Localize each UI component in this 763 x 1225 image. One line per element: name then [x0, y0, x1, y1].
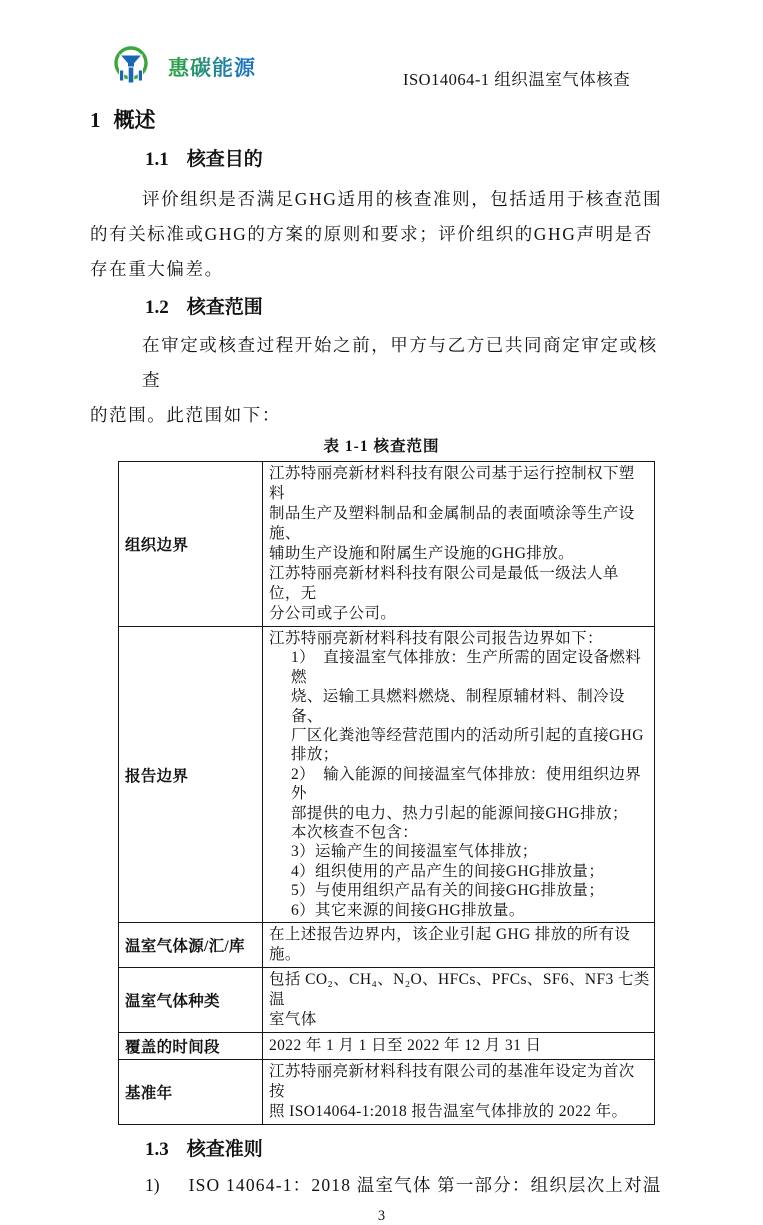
row-content: [263, 968, 655, 1033]
heading-criteria: [145, 1134, 763, 1161]
row-label: 组织边界: [119, 462, 263, 627]
heading-criteria-number: 1.3: [145, 1139, 169, 1161]
table-row-base-year: [119, 1060, 655, 1125]
table-row-ghg-sources-sinks: [119, 923, 655, 968]
row-content: [263, 923, 655, 968]
row-content: [263, 627, 655, 923]
heading-purpose-number: 1.1: [145, 149, 169, 170]
cell-line: 2022 年 1 月 1 日至 2022 年 12 月 31 日: [269, 1037, 542, 1055]
cell-line: 制品生产及塑料制品和金属制品的表面喷涂等生产设施、: [269, 505, 635, 542]
cell-line: 厂区化粪池等经营范围内的活动所引起的直接GHG: [291, 727, 644, 745]
cell-line: 烧、运输工具燃料燃烧、制程原辅材料、制冷设备、: [291, 688, 625, 725]
cell-line: 1） 直接温室气体排放：生产所需的固定设备燃料燃: [291, 649, 642, 686]
criteria-item-text: ISO 14064-1：2018 温室气体 第一部分：组织层次上对温: [188, 1175, 662, 1196]
cell-line: 部提供的电力、热力引起的能源间接GHG排放；: [291, 804, 628, 822]
cell-line: 5）与使用组织产品有关的间接GHG排放量；: [291, 882, 605, 900]
table-row-ghg-types: [119, 968, 655, 1033]
criteria-list-item: [145, 1172, 763, 1197]
heading-scope-number: 1.2: [145, 297, 169, 318]
cell-line: 江苏特丽亮新材料科技有限公司基于运行控制权下塑料: [269, 465, 635, 502]
document-type-label: ISO14064-1 组织温室气体核查: [403, 70, 631, 89]
row-content: [263, 1033, 655, 1060]
criteria-item-number: 1): [145, 1175, 160, 1196]
cell-line: 室气体: [269, 1011, 317, 1029]
heading-purpose-title: 核查目的: [186, 149, 263, 170]
paragraph-line: 在审定或核查过程开始之前，甲方与乙方已共同商定审定或核查: [142, 335, 658, 390]
cell-line: 2） 输入能源的间接温室气体排放：使用组织边界外: [291, 765, 642, 803]
paragraph-line: 存在重大偏差。: [90, 259, 224, 279]
heading-criteria-title: 核查准则: [186, 1139, 263, 1161]
company-logo: [108, 43, 256, 91]
heading-overview-title: 概述: [113, 108, 156, 132]
table-row-time-period: [119, 1033, 655, 1060]
purpose-paragraph: [90, 182, 665, 287]
heading-overview-number: 1: [90, 108, 101, 132]
scope-table: [118, 461, 655, 1125]
row-label: 覆盖的时间段: [119, 1033, 263, 1060]
paragraph-line: 评价组织是否满足GHG适用的核查准则，包括适用于核查范围: [142, 189, 663, 209]
cell-line: 分公司或子公司。: [269, 605, 397, 622]
page-number: 3: [377, 1208, 386, 1225]
cell-line: 在上述报告边界内，该企业引起 GHG 排放的所有设施。: [269, 926, 631, 964]
logo-text: 惠碳能源: [168, 52, 256, 82]
cell-line: 照 ISO14064-1:2018 报告温室气体排放的 2022 年。: [269, 1103, 628, 1121]
cell-line: 本次核查不包含：: [291, 824, 419, 842]
heading-purpose: [145, 144, 763, 171]
table-row-reporting-boundary: [119, 627, 655, 923]
cell-line: 辅助生产设施和附属生产设施的GHG排放。: [269, 545, 575, 562]
table-caption: 表 1-1 核查范围: [323, 438, 440, 455]
cell-line: 江苏特丽亮新材料科技有限公司的基准年设定为首次按: [269, 1063, 635, 1101]
row-label: 基准年: [119, 1060, 263, 1125]
cell-line: 江苏特丽亮新材料科技有限公司报告边界如下：: [269, 630, 603, 647]
logo-icon: [108, 43, 154, 91]
paragraph-line: 的有关标准或GHG的方案的原则和要求；评价组织的GHG声明是否: [90, 224, 653, 244]
row-label: 报告边界: [119, 627, 263, 923]
cell-line: 排放；: [291, 746, 339, 764]
heading-scope-title: 核查范围: [186, 297, 263, 318]
table-row-organization-boundary: [119, 462, 655, 627]
row-content: [263, 1060, 655, 1125]
heading-overview: [90, 104, 763, 134]
cell-line: 江苏特丽亮新材料科技有限公司是最低一级法人单位，无: [269, 565, 619, 602]
heading-scope: [145, 292, 763, 319]
page-header: [0, 0, 763, 92]
row-label: 温室气体源/汇/库: [119, 923, 263, 968]
cell-line: 3）运输产生的间接温室气体排放；: [291, 843, 538, 861]
cell-line: 6）其它来源的间接GHG排放量。: [291, 901, 525, 919]
cell-line: 包括 CO₂、CH₄、N₂O、HFCs、PFCs、SF6、NF3 七类温: [269, 971, 650, 1009]
cell-line: 4）组织使用的产品产生的间接GHG排放量；: [291, 862, 605, 880]
row-content: [263, 462, 655, 627]
row-label: 温室气体种类: [119, 968, 263, 1033]
paragraph-line: 的范围。此范围如下：: [90, 405, 281, 425]
scope-paragraph: [90, 328, 665, 433]
